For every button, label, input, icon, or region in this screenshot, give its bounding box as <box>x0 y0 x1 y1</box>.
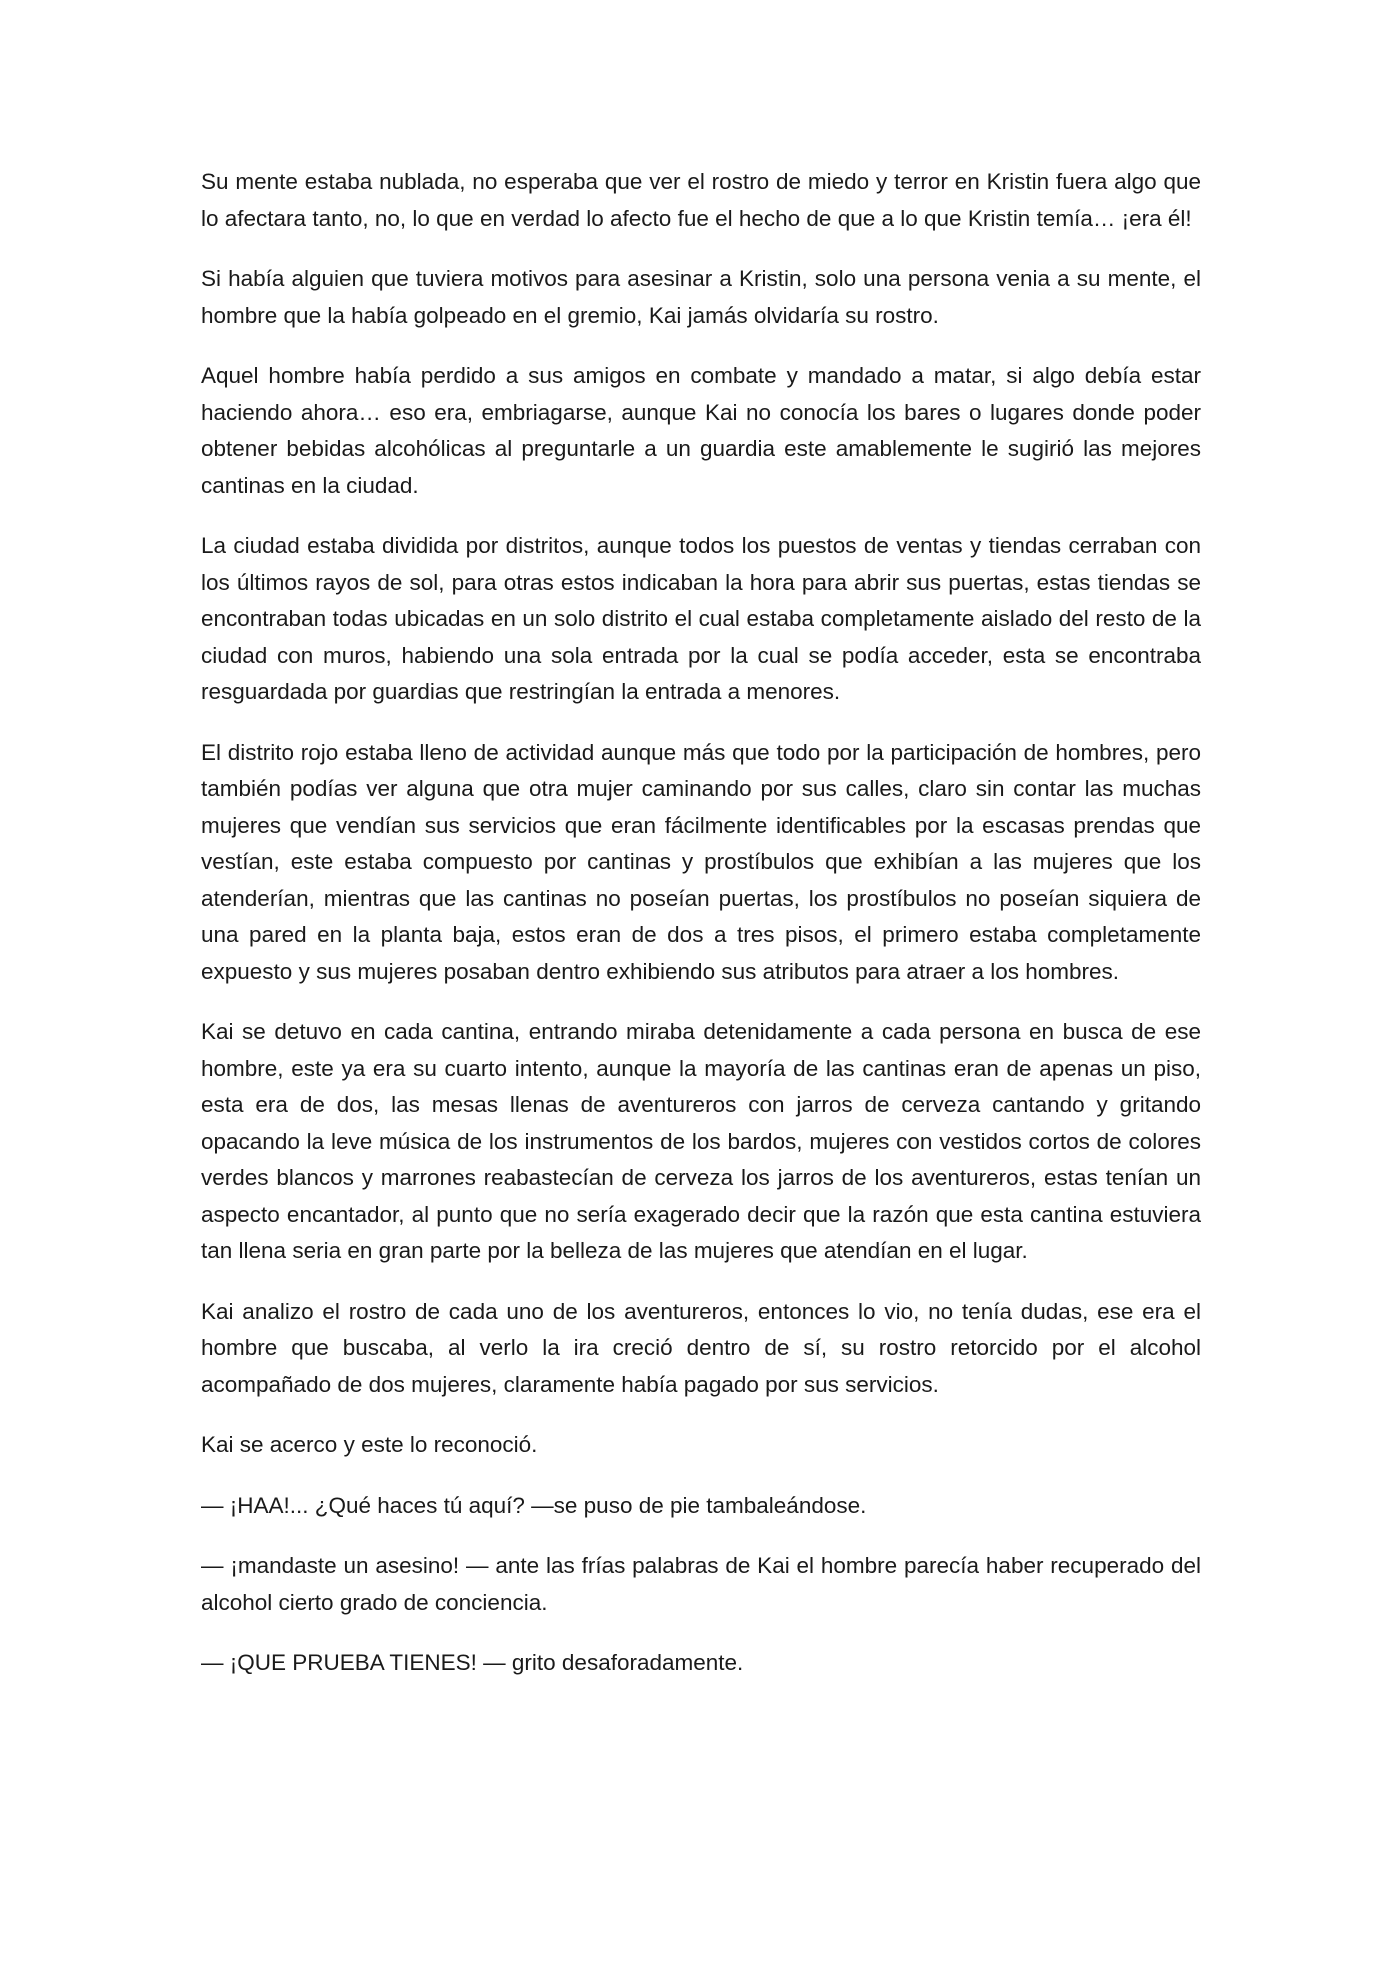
paragraph-8: Kai se acerco y este lo reconoció. <box>201 1432 538 1457</box>
paragraph-7: Kai analizo el rostro de cada uno de los aventureros, entonces lo vio, no tenía dudas, ese era el hombre que buscaba, al verlo la ira creció dentro de sí, su rostro retorcido por el alcohol acompañado de dos mujeres, claramente había pagado por sus servicios. <box>201 1298 1201 1397</box>
dialogue-line-3: — ¡QUE PRUEBA TIENES! — grito desaforadamente. <box>201 1650 744 1675</box>
dialogue-line-2: — ¡mandaste un asesino! — ante las frías palabras de Kai el hombre parecía haber recuperado del alcohol cierto grado de conciencia. <box>201 1553 1201 1615</box>
paragraph-5: El distrito rojo estaba lleno de actividad aunque más que todo por la participación de hombres, pero también podías ver alguna que otra mujer caminando por sus calles, claro sin contar las muchas mujeres que vendían sus servicios que eran fácilmente identificables por la escasas prendas que vestían, este estaba compuesto por cantinas y prostíbulos que exhibían a las mujeres que los atenderían, mientras que las cantinas no poseían puertas, los prostíbulos no poseían siquiera de una pared en la planta baja, estos eran de dos a tres pisos, el primero estaba completamente expuesto y sus mujeres posaban dentro exhibiendo sus atributos para atraer a los hombres. <box>201 739 1201 984</box>
paragraph-4: La ciudad estaba dividida por distritos, aunque todos los puestos de ventas y tiendas cerraban con los últimos rayos de sol, para otras estos indicaban la hora para abrir sus puertas, estas tiendas se encontraban todas ubicadas en un solo distrito el cual estaba completamente aislado del resto de la ciudad con muros, habiendo una sola entrada por la cual se podía acceder, esta se encontraba resguardada por guardias que restringían la entrada a menores. <box>201 533 1201 704</box>
paragraph-6: Kai se detuvo en cada cantina, entrando miraba detenidamente a cada persona en busca de ese hombre, este ya era su cuarto intento, aunque la mayoría de las cantinas eran de apenas un piso, esta era de dos, las mesas llenas de aventureros con jarros de cerveza cantando y gritando opacando la leve música de los instrumentos de los bardos, mujeres con vestidos cortos de colores verdes blancos y marrones reabastecían de cerveza los jarros de los aventureros, estas tenían un aspecto encantador, al punto que no sería exagerado decir que la razón que esta cantina estuviera tan llena seria en gran parte por la belleza de las mujeres que atendían en el lugar. <box>201 1019 1201 1263</box>
document-body <box>201 164 1201 1706</box>
paragraph-1: Su mente estaba nublada, no esperaba que ver el rostro de miedo y terror en Kristin fuera algo que lo afectara tanto, no, lo que en verdad lo afecto fue el hecho de que a lo que Kristin temía… ¡era él! <box>201 169 1201 231</box>
paragraph-2: Si había alguien que tuviera motivos para asesinar a Kristin, solo una persona venia a su mente, el hombre que la había golpeado en el gremio, Kai jamás olvidaría su rostro. <box>201 266 1201 328</box>
paragraph-3: Aquel hombre había perdido a sus amigos en combate y mandado a matar, si algo debía estar haciendo ahora… eso era, embriagarse, aunque Kai no conocía los bares o lugares donde poder obtener bebidas alcohólicas al preguntarle a un guardia este amablemente le sugirió las mejores cantinas en la ciudad. <box>201 363 1201 498</box>
dialogue-line-1: — ¡HAA!... ¿Qué haces tú aquí? —se puso de pie tambaleándose. <box>201 1492 867 1518</box>
